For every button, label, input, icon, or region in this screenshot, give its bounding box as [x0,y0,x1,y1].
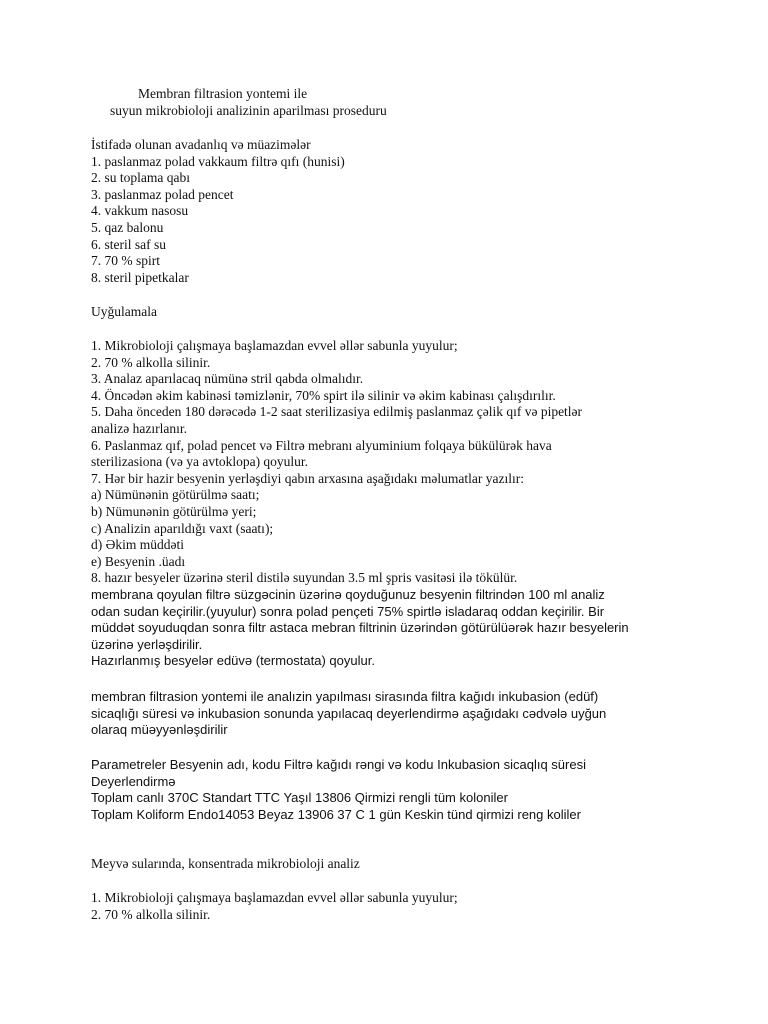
table-row: Toplam canlı 370C Standart TTC Yaşıl 13806 Qirmizi rengli tüm koloniler [91,790,508,806]
step-line: 5. Daha önceden 180 dərəcədə 1-2 saat sterilizasiya edilmiş paslanmaz çəlik qıf və pipetlər [91,404,583,420]
title-line-2: suyun mikrobioloji analizinin aparilması proseduru [110,103,387,118]
section2-heading: Meyvə sularında, konsentrada mikrobioloji analiz [91,856,360,871]
section2-steps [91,890,691,923]
step-line: a) Nümünənin götürülmə saatı; [91,487,260,503]
step-line: 2. 70 % alkolla silinir. [91,906,211,922]
equipment-item: 8. steril pipetkalar [91,269,189,285]
step-line: sterilizasiona (və ya avtoklopa) qoyulur. [91,454,309,470]
step-line: analizə hazırlanır. [91,420,187,436]
step-line: 8. hazır besyeler üzərinə steril distilə suyundan 3.5 ml şpris vasitəsi ilə tökülür. [91,570,518,586]
step-line: d) Əkim müddəti [91,537,184,553]
paragraph-line: sicaqlığı süresi və inkubasion sonunda yapılacaq deyerlendirmə aşağıdakı cədvələ uyğun [91,705,607,721]
step-line: üzərinə yerləşdirilir. [91,636,203,652]
equipment-item: 1. paslanmaz polad vakkaum filtrə qıfı (hunisi) [91,153,345,169]
step-line: 3. Analaz aparılacaq nümünə stril qabda olmalıdır. [91,371,364,387]
table-row: Toplam Koliform Endo14053 Beyaz 13906 37 C 1 gün Keskin tünd qirmizi reng koliler [91,806,581,822]
equipment-item: 6. steril saf su [91,236,166,252]
step-line: 1. Mikrobioloji çalışmaya başlamazdan evvel əllər sabunla yuyulur; [91,338,458,353]
equipment-item: 3. paslanmaz polad pencet [91,186,234,202]
step-line: c) Analizin aparıldığı vaxt (saatı); [91,520,274,536]
step-line: e) Besyenin .üadı [91,553,186,569]
step-line: 6. Paslanmaz qıf, polad pencet və Filtrə mebranı alyuminium folqaya bükülürək hava [91,437,552,453]
table-header-line: Deyerlendirmə [91,773,176,789]
step-line: Hazırlanmış besyelər edüvə (termostata) qoyulur. [91,653,375,669]
equipment-heading: İstifadə olunan avadanlıq və müazimələr [91,137,311,152]
title-line-1: Membran filtrasion yontemi ile [138,86,308,101]
paragraph-line: olaraq müəyyənləşdirilir [91,722,228,738]
equipment-item: 5. qaz balonu [91,219,164,235]
step-line: b) Nümunənin götürülmə yeri; [91,503,257,519]
step-line: odan sudan keçirilir.(yuyulur) sonra polad pençeti 75% spirtlə isladaraq oddan keçirilir. Bir [91,603,605,619]
step-line: 1. Mikrobioloji çalışmaya başlamazdan evvel əllər sabunla yuyulur; [91,890,458,905]
step-line: membrana qoyulan filtrə süzgəcinin üzərinə qoyduğunuz besyenin filtrindən 100 ml analiz [91,586,605,602]
parameters-table [91,757,691,823]
equipment-item: 7. 70 % spirt [91,253,160,269]
equipment-item: 4. vakkum nasosu [91,203,189,219]
step-line: müddət soyuduqdan sonra filtr astaca mebran filtrinin üzərindən götürülüərək hazır besyelerin [91,620,629,636]
step-line: 4. Öncədən əkim kabinəsi təmizlənir, 70% spirt ilə silinir və əkim kabinası çalışdırılır. [91,387,556,403]
step-line: 7. Hər bir hazir besyenin yerləşdiyi qabın arxasına aşağıdakı məlumatlar yazılır: [91,470,524,486]
equipment-item: 2. su toplama qabı [91,170,190,186]
application-heading: Uyğulamala [91,304,157,319]
table-header-line: Parametreler Besyenin adı, kodu Filtrə kağıdı rəngi və kodu Inkubasion sicaqlıq süresi [91,757,586,772]
equipment-section [91,137,691,286]
step-line: 2. 70 % alkolla silinir. [91,354,211,370]
paragraph-line: membran filtrasion yontemi ile analızin yapılması sirasında filtra kağıdı inkubasion (edüf) [91,689,599,704]
evaluation-paragraph [91,689,691,739]
application-steps [91,338,691,670]
